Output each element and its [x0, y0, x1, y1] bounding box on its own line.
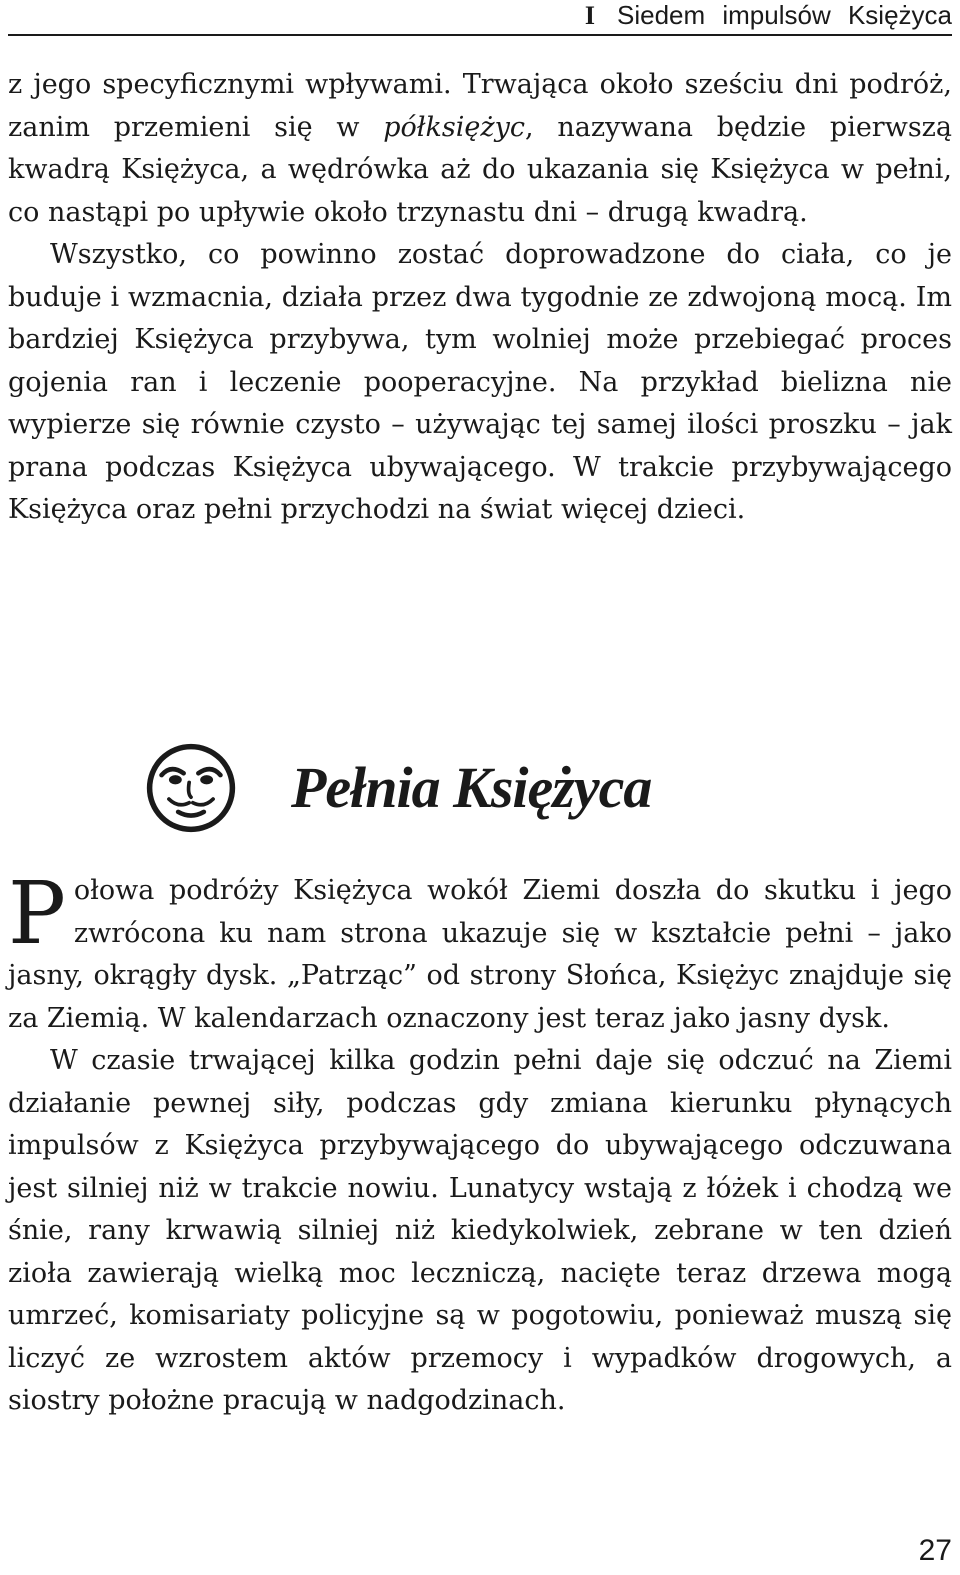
- chapter-title: Siedem impulsów Księżyca: [616, 0, 952, 30]
- paragraph: W czasie trwającej kilka godzin pełni daje się odczuć na Ziemi działanie pewnej siły, podczas gdy zmiana kierunku płynących impulsów z Księżyca przybywającego do ubywającego odczuwana jest silniej niż w trakcie nowiu. Lunatycy wstają z łóżek i chodzą we śnie, rany krwawią silniej niż kiedykolwiek, zebrane w ten dzień zioła zawierają wielką moc leczniczą, nacięte teraz drzewa mogą umrzeć, komisariaty policyjne są w pogotowiu, ponieważ muszą się liczyć ze wzrostem aktów przemocy i wypadków drogowych, a siostry położne pracują w nadgodzinach.: [8, 1045, 952, 1416]
- page-number: 27: [918, 1534, 952, 1567]
- text-section-continued: [8, 64, 952, 532]
- paragraph: [8, 864, 952, 1040]
- drop-cap: P: [8, 864, 66, 964]
- paragraph: Wszystko, co powinno zostać doprowadzone do ciała, co je buduje i wzmacnia, działa przez dwa tygodnie ze zdwojoną mocą. Im bardziej Księżyca przybywa, tym wolniej może przebiegać proces gojenia ran i leczenie pooperacyjne. Na przykład bielizna nie wypierze się równie czysto – używając tej samej ilości proszku – jak prana podczas Księżyca ubywającego. W trakcie przybywającego Księżyca oraz pełni przychodzi na świat więcej dzieci.: [8, 239, 952, 525]
- running-header: [8, 0, 952, 36]
- full-moon-face-icon: [145, 742, 237, 834]
- text-section-full-moon: [8, 864, 952, 1423]
- section-title: Pełnia Księżyca: [291, 755, 652, 820]
- section-heading: [145, 740, 651, 835]
- paragraph-text: ołowa podróży Księżyca wokół Ziemi doszła do skutku i jego zwrócona ku nam strona ukazuje się w kształcie pełni – jako jasny, okrągły dysk. „Patrząc” od strony Słońca, Księżyc znajduje się za Ziemią. W kalendarzach oznaczony jest teraz jako jasny dysk.: [8, 875, 952, 1034]
- paragraph-text: , nazywana będzie pierwszą kwadrą Księżyca, a wędrówka aż do ukazania się Księżyca w pełni, co nastąpi po upływie około trzynastu dni – drugą kwadrą.: [8, 111, 953, 228]
- paragraph-text: z jego specyficznymi wpływami. Trwająca około sześciu dni podróż, zanim przemieni się w: [8, 69, 952, 143]
- paragraph: [8, 64, 952, 234]
- italic-term: półksiężyc: [383, 111, 525, 143]
- chapter-number: I: [584, 1, 595, 30]
